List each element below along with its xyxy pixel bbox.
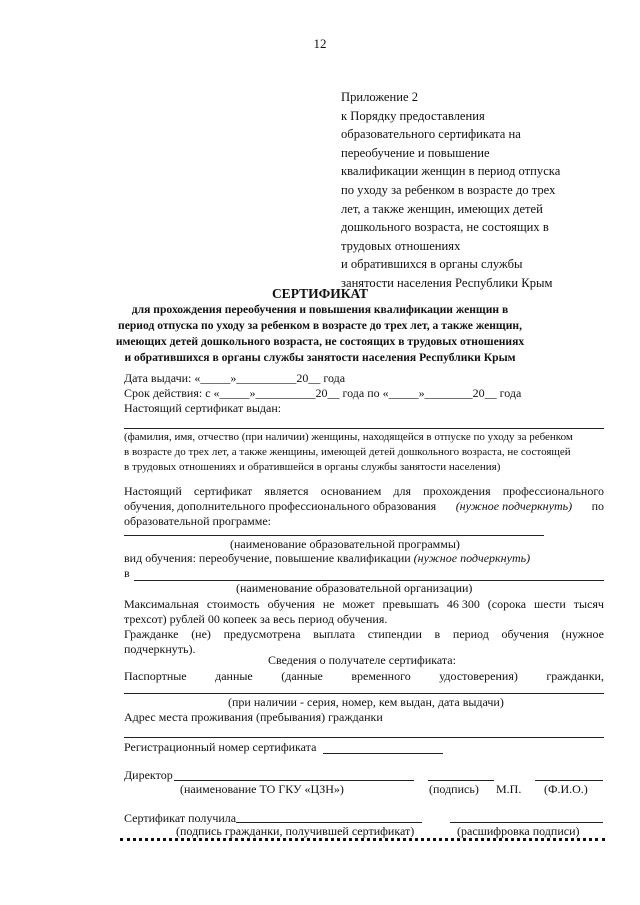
- reg-number-label: Регистрационный номер сертификата: [124, 740, 317, 754]
- document-subtitle: [100, 302, 540, 366]
- in-label: в: [124, 566, 130, 580]
- director-org-caption: (наименование ТО ГКУ «ЦЗН»): [180, 782, 344, 796]
- appendix-line: по уходу за ребенком в возрасте до трех: [341, 182, 556, 197]
- subtitle-line: и обратившихся в органы службы занятости населения Республики Крым: [124, 351, 516, 364]
- director-name-caption: (Ф.И.О.): [544, 782, 588, 796]
- appendix-line: образовательного сертификата на: [341, 127, 521, 142]
- recipient-caption-line: (фамилия, имя, отчество (при наличии) женщины, находящейся в отпуске по уходу за ребенком: [124, 431, 573, 443]
- cost-line-1: Максимальная стоимость обучения не может превышать 46 300 (сорока шести тысяч: [124, 597, 604, 611]
- page-number: 12: [313, 36, 327, 51]
- recipient-name-line: [124, 428, 604, 429]
- appendix-line: дошкольного возраста, не состоящих в: [341, 220, 549, 235]
- document-title: СЕРТИФИКАТ: [271, 286, 369, 301]
- recipient-caption-line: в возрасте до трех лет, а также женщины, имеющей детей дошкольного возраста, не состоящей: [124, 446, 571, 458]
- appendix-block: [341, 88, 611, 293]
- address-line: [124, 737, 604, 738]
- appendix-line: квалификации женщин в период отпуска: [341, 164, 561, 179]
- basis-line-1: Настоящий сертификат является основанием для прохождения профессионального: [124, 484, 604, 498]
- recipient-info-heading: Сведения о получателе сертификата:: [268, 653, 456, 667]
- basis-line-3: образовательной программе:: [124, 514, 272, 528]
- validity-field: Срок действия: с «_____»__________20__ года по «_____»________20__ года: [124, 386, 522, 400]
- received-signature-line: [236, 822, 422, 823]
- program-name-line: [124, 535, 544, 536]
- appendix-line: и обратившихся в органы службы: [341, 257, 523, 272]
- stamp-label: М.П.: [496, 782, 522, 796]
- director-signature-line: [428, 780, 494, 781]
- director-name-line: [535, 780, 603, 781]
- appendix-line: Приложение 2: [341, 90, 419, 104]
- appendix-line: трудовых отношениях: [341, 238, 461, 253]
- received-decoding-caption: (расшифровка подписи): [457, 824, 580, 838]
- passport-data-line: [124, 693, 604, 694]
- recipient-caption-line: в трудовых отношениях и обратившейся в органы службы занятости населения): [124, 461, 501, 473]
- basis-line-2: обучения, дополнительного профессионального образования (нужное подчеркнуть) по: [124, 499, 604, 513]
- dotted-separator: [120, 838, 605, 841]
- issued-to-label: Настоящий сертификат выдан:: [124, 401, 282, 415]
- director-label: Директор: [124, 768, 173, 782]
- subtitle-line: имеющих детей дошкольного возраста, не состоящих в трудовых отношениях: [115, 335, 525, 348]
- cost-line-2: трехсот) рублей 00 копеек за весь период обучения.: [124, 612, 388, 626]
- passport-line: Паспортные данные (данные временного удостоверения) гражданки,: [124, 669, 604, 683]
- director-org-line: [174, 780, 414, 781]
- subtitle-line: для прохождения переобучения и повышения квалификации женщин в: [131, 303, 509, 316]
- received-decoding-line: [450, 822, 603, 823]
- appendix-line: к Порядку предоставления: [341, 108, 485, 123]
- issue-date-field: Дата выдачи: «_____»__________20__ года: [124, 371, 346, 385]
- received-label: Сертификат получила: [124, 811, 237, 825]
- study-type-line: вид обучения: переобучение, повышение квалификации (нужное подчеркнуть): [124, 551, 531, 565]
- received-signature-caption: (подпись гражданки, получившей сертификат): [176, 824, 415, 838]
- address-label: Адрес места проживания (пребывания) гражданки: [124, 710, 383, 724]
- appendix-line: лет, а также женщин, имеющих детей: [341, 201, 543, 216]
- appendix-line: переобучение и повышение: [341, 145, 490, 160]
- director-signature-caption: (подпись): [429, 782, 479, 796]
- stipend-line-1: Гражданке (не) предусмотрена выплата стипендии в период обучения (нужное: [124, 627, 604, 641]
- program-caption: (наименование образовательной программы): [230, 537, 460, 551]
- stipend-line-2: подчеркнуть).: [124, 642, 196, 656]
- passport-caption: (при наличии - серия, номер, кем выдан, дата выдачи): [228, 695, 504, 709]
- subtitle-line: период отпуска по уходу за ребенком в возрасте до трех лет, а также женщин,: [118, 319, 522, 332]
- reg-number-line: [323, 753, 443, 754]
- org-caption: (наименование образовательной организации): [236, 581, 473, 595]
- appendix-line: занятости населения Республики Крым: [341, 275, 553, 290]
